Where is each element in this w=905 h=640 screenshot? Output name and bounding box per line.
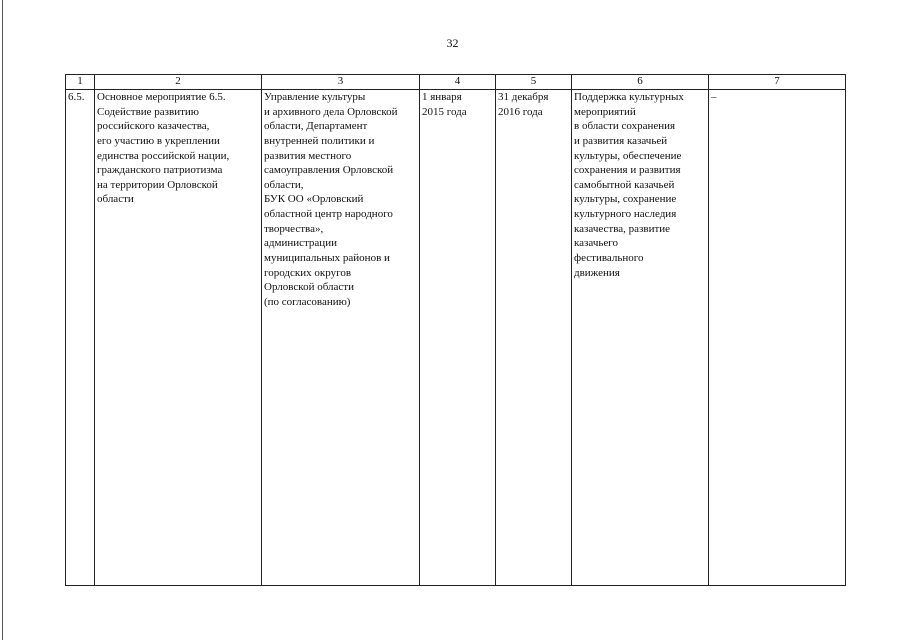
column-header: 3 [262,75,420,90]
start-date: 1 января 2015 года [422,91,467,118]
column-header: 2 [95,75,262,90]
measures-table [65,74,846,586]
column-header: 5 [496,75,572,90]
start-date-cell [420,90,496,586]
page-number: 32 [446,36,459,50]
measure-description: Основное мероприятие 6.5. Содействие развитию российского казачества, его участию в укреплении единства российской нации, гражданского патриотизма на территории Орловской области [97,91,230,206]
expected-result: Поддержка культурных мероприятий в области сохранения и развития казачьей культуры, обеспечение сохранения и развития самобытной казачьей культуры, сохранение культурного наследия казачества, развитие казачьего фестивального движения [574,91,684,279]
table-header-row [66,75,846,90]
result-cell [572,90,709,586]
measure-cell [95,90,262,586]
end-date: 31 декабря 2016 года [498,91,549,118]
note: – [711,91,717,103]
column-header: 6 [572,75,709,90]
column-header: 4 [420,75,496,90]
table-row [66,90,846,586]
scan-edge-line [2,0,3,640]
executor-cell [262,90,420,586]
column-header: 7 [709,75,846,90]
end-date-cell [496,90,572,586]
row-number: 6.5. [68,91,85,103]
responsible-executors: Управление культуры и архивного дела Орловской области, Департамент внутренней политики и развития местного самоуправления Орловской области, БУК ОО «Орловский областной центр народного творчества», администрации муниципальных районов и городских округов Орловской области (по согласованию) [264,91,398,308]
column-header: 1 [66,75,95,90]
row-number-cell [66,90,95,586]
note-cell [709,90,846,586]
